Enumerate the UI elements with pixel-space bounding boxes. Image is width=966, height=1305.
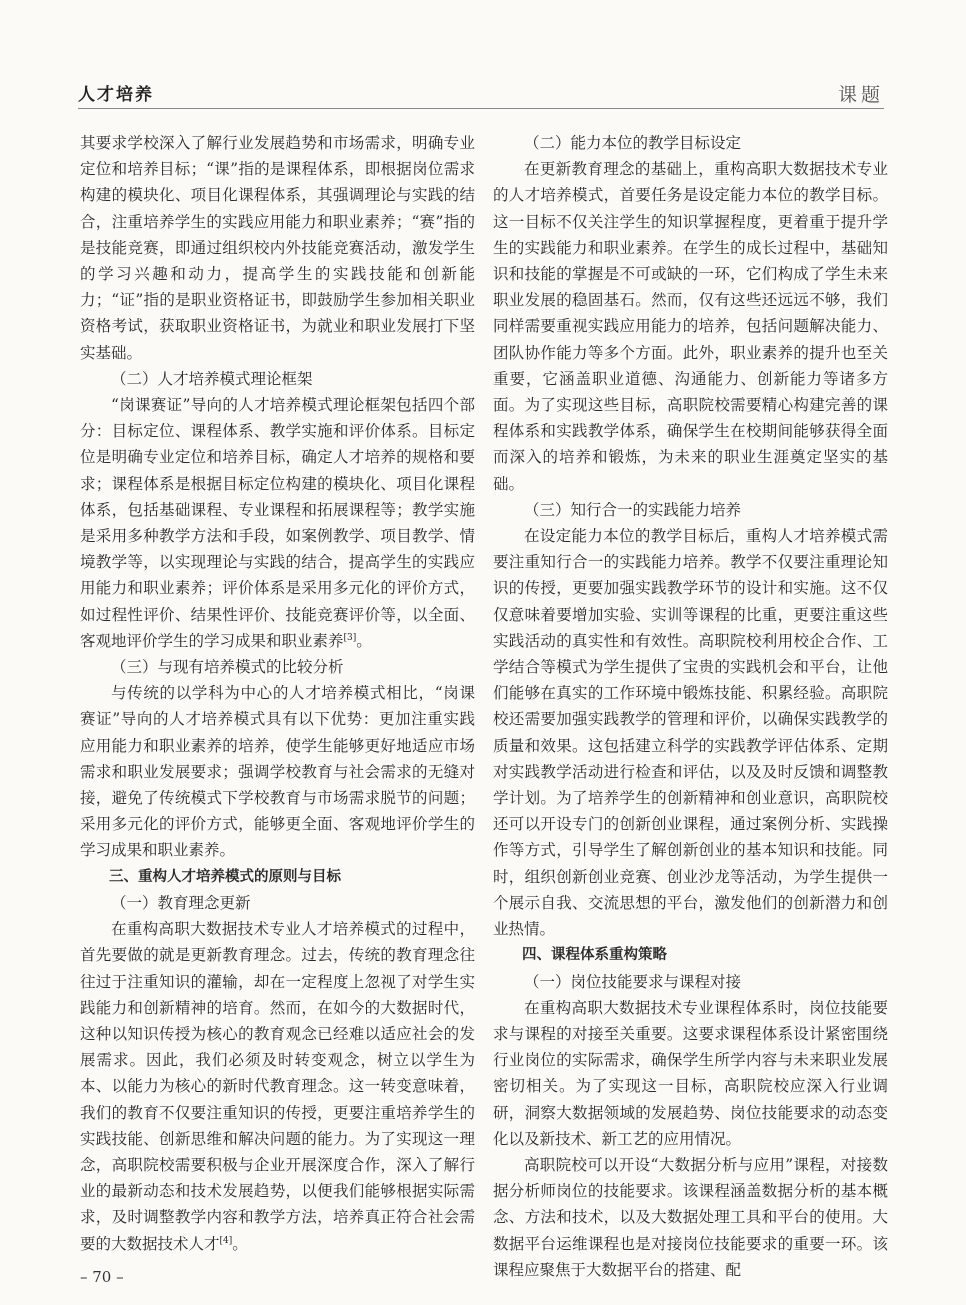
header-rule [78,108,884,109]
paragraph-tail: 。 [356,631,372,650]
paragraph [493,995,888,1152]
right-column [493,130,888,1283]
paragraph-text: 在重构高职大数据技术专业人才培养模式的过程中，首先要做的就是更新教育理念。过去，传统的教育理念往往过于注重知识的灌输，却在一定程度上忽视了对学生实践能力和创新精神的培育。然而，在如今的大数据时代，这种以知识传授为核心的教育观念已经难以适应社会的发展需求。因此，我们必须及时转变观念，树立以学生为本、以能力为核心的新时代教育理念。这一转变意味着，我们的教育不仅要注重知识的传授，更要注重培养学生的实践技能、创新思维和解决问题的能力。为了实现这一理念，高职院校需要积极与企业开展深度合作，深入了解行业的最新动态和技术发展趋势，以便我们能够根据实际需求，及时调整教学内容和教学方法，培养真正符合社会需要的大数据技术人才 [80,920,475,1253]
paragraph-text: （二）人才培养模式理论框架 [111,369,313,388]
subheading [493,969,888,995]
paragraph-text: 其要求学校深入了解行业发展趋势和市场需求，明确专业定位和培养目标；“课”指的是课程体系，即根据岗位需求构建的模块化、项目化课程体系，其强调理论与实践的结合，注重培养学生的实践应用能力和职业素养；“赛”指的是技能竞赛，即通过组织校内外技能竞赛活动，激发学生的学习兴趣和动力，提高学生的实践技能和创新能力；“证”指的是职业资格证书，即鼓励学生参加相关职业资格考试，获取职业资格证书，为就业和职业发展打下坚实基础。 [80,134,475,362]
paragraph [493,1152,888,1283]
paragraph-text: （二）能力本位的教学目标设定 [524,134,742,152]
paragraph-text: （一）教育理念更新 [111,893,251,912]
left-column [80,130,475,1257]
paragraph-text: （一）岗位技能要求与课程对接 [524,972,742,991]
paragraph-text: “岗课赛证”导向的人才培养模式理论框架包括四个部分：目标定位、课程体系、教学实施和评价体系。目标定位是明确专业定位和培养目标，确定人才培养的规格和要求；课程体系是根据目标定位构建的模块化、项目化课程体系，包括基础课程、专业课程和拓展课程等；教学实施是采用多种教学方法和手段，如案例教学、项目教学、情境教学等，以实现理论与实践的结合，提高学生的实践应用能力和职业素养；评价体系是采用多元化的评价方式，如过程性评价、结果性评价、技能竞赛评价等，以全面、客观地评价学生的学习成果和职业素养 [80,396,475,650]
paragraph [493,523,888,942]
paragraph-text: （三）与现有培养模式的比较分析 [111,658,344,677]
paragraph [80,916,475,1257]
page-number: – 70 – [80,1268,124,1286]
category-label: 课题 [837,84,884,106]
subheading [80,654,475,680]
paragraph-text: 三、重构人才培养模式的原则与目标 [109,868,341,885]
subheading [80,366,475,392]
paragraph-text: 在设定能力本位的教学目标后，重构人才培养模式需要注重知行合一的实践能力培养。教学不仅要注重理论知识的传授，更要加强实践教学环节的设计和实施。这不仅仅意味着要增加实验、实训等课程的比重，更要注重这些实践活动的真实性和有效性。高职院校利用校企合作、工学结合等模式为学生提供了宝贵的实践机会和平台，让他们能够在真实的工作环境中锻炼技能、积累经验。高职院校还需要加强实践教学的管理和评价，以确保实践教学的质量和效果。这包括建立科学的实践教学评估体系、定期对实践教学活动进行检查和评估，以及及时反馈和调整教学计划。为了培养学生的创新精神和创业意识，高职院校还可以开设专门的创新创业课程，通过案例分析、实践操作等方式，引导学生了解创新创业的基本知识和技能。同时，组织创新创业竞赛、创业沙龙等活动，为学生提供一个展示自我、交流思想的平台，激发他们的创新潜力和创业热情。 [493,527,888,939]
paragraph [493,156,888,497]
section-label: 人才培养 [78,85,154,105]
page-header [0,0,966,112]
paragraph-text: （三）知行合一的实践能力培养 [524,500,742,519]
citation-marker: [3] [343,632,357,643]
subheading [80,890,475,916]
paragraph-text: 在更新教育理念的基础上，重构高职大数据技术专业的人才培养模式，首要任务是设定能力本位的教学目标。这一目标不仅关注学生的知识掌握程度，更着重于提升学生的实践能力和职业素养。在学生的成长过程中，基础知识和技能的掌握是不可或缺的一环，它们构成了学生未来职业发展的稳固基石。然而，仅有这些还远远不够，我们同样需要重视实践应用能力的培养，包括问题解决能力、团队协作能力等多个方面。此外，职业素养的提升也至关重要，它涵盖职业道德、沟通能力、创新能力等诸多方面。为了实现这些目标，高职院校需要精心构建完善的课程体系和实践教学体系，确保学生在校期间能够获得全面而深入的培养和锻炼，为未来的职业生涯奠定坚实的基础。 [493,160,888,493]
subheading [493,130,888,156]
paragraph-text: 与传统的以学科为中心的人才培养模式相比，“岗课赛证”导向的人才培养模式具有以下优势：更加注重实践应用能力和职业素养的培养，使学生能够更好地适应市场需求和职业发展要求；强调学校教育与社会需求的无缝对接，避免了传统模式下学校教育与市场需求脱节的问题；采用多元化的评价方式，能够更全面、客观地评价学生的学习成果和职业素养。 [80,684,475,860]
paragraph [80,680,475,863]
paragraph-tail: 。 [232,1234,248,1253]
subheading [493,497,888,523]
paragraph-text: 在重构高职大数据技术专业课程体系时，岗位技能要求与课程的对接至关重要。这要求课程体系设计紧密围绕行业岗位的实际需求，确保学生所学内容与未来职业发展密切相关。为了实现这一目标，高职院校应深入行业调研，洞察大数据领域的发展趋势、岗位技能要求的动态变化以及新技术、新工艺的应用情况。 [493,998,888,1148]
paragraph-text: 四、课程体系重构策略 [522,947,667,964]
paragraph [80,392,475,654]
section-heading [493,942,888,968]
paragraph-continuation [80,130,475,366]
citation-marker: [4] [219,1235,233,1246]
paragraph-text: 高职院校可以开设“大数据分析与应用”课程，对接数据分析师岗位的技能要求。该课程涵盖数据分析的基本概念、方法和技术，以及大数据处理工具和平台的使用。大数据平台运维课程也是对接岗位技能要求的重要一环。该课程应聚焦于大数据平台的搭建、配 [493,1155,888,1279]
section-heading [80,864,475,890]
